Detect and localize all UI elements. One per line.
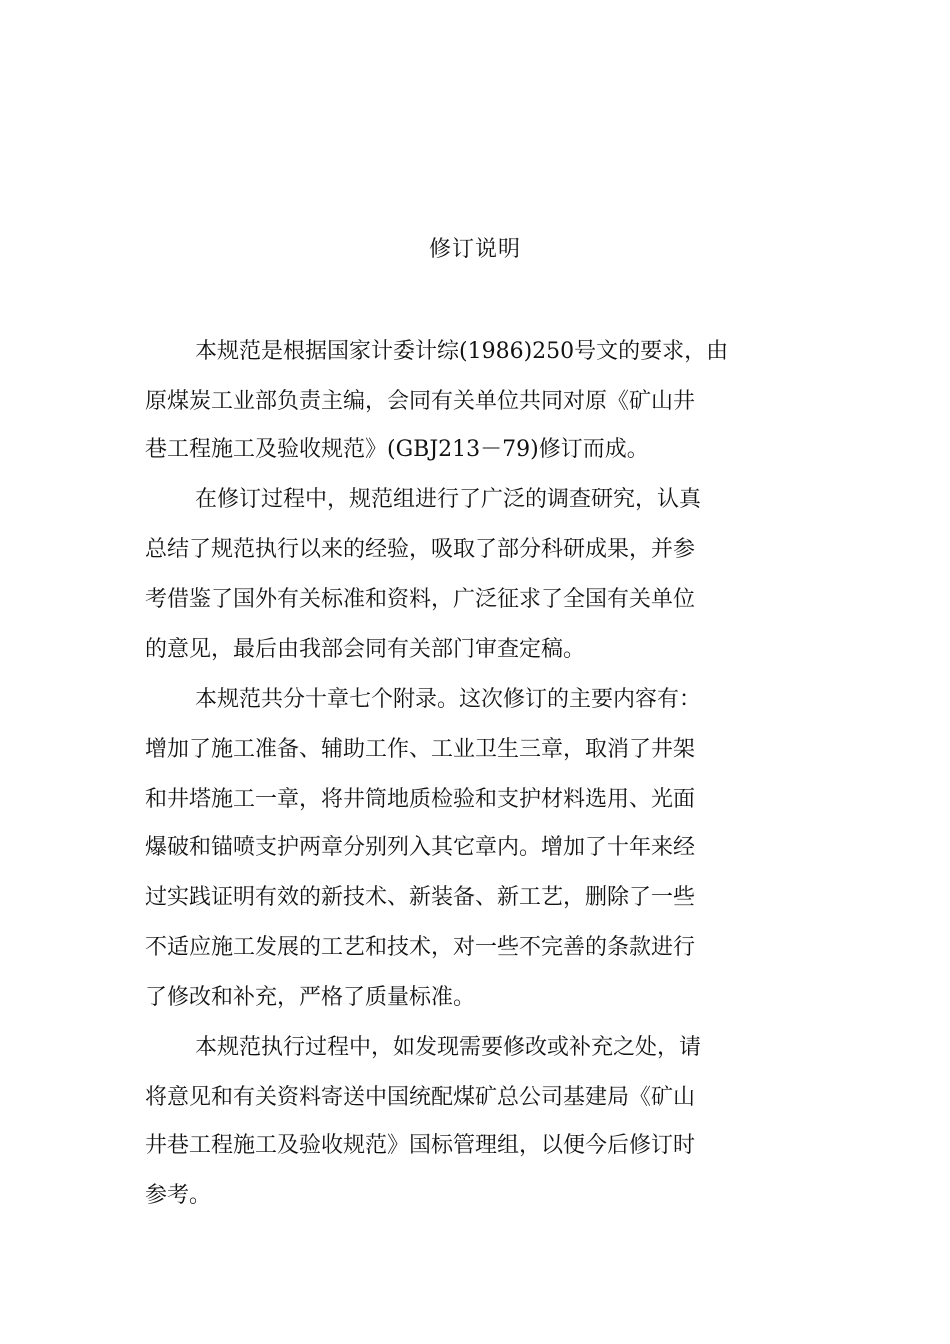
paragraph-3-line-6: 不适应施工发展的工艺和技术，对一些不完善的条款进行: [145, 935, 696, 960]
document-title: 修订说明: [428, 237, 521, 262]
paragraph-3-line-7: 了修改和补充，严格了质量标准。: [145, 985, 476, 1010]
paragraph-4-line-3: 井巷工程施工及验收规范》国标管理组，以便今后修订时: [145, 1133, 696, 1158]
paragraph-3-line-1: 本规范共分十章七个附录。这次修订的主要内容有：: [195, 687, 702, 712]
paragraph-2-line-4: 的意见，最后由我部会同有关部门审查定稿。: [145, 637, 586, 662]
paragraph-3-line-2: 增加了施工准备、辅助工作、工业卫生三章，取消了井架: [145, 737, 696, 762]
paragraph-4-line-4: 参考。: [145, 1183, 212, 1208]
paragraph-2-line-3: 考借鉴了国外有关标准和资料，广泛征求了全国有关单位: [145, 587, 696, 612]
paragraph-3-line-4: 爆破和锚喷支护两章分别列入其它章内。增加了十年来经: [145, 835, 696, 860]
paragraph-1-line-1: 本规范是根据国家计委计综(1986)250号文的要求，由: [195, 339, 729, 364]
paragraph-4-line-2: 将意见和有关资料寄送中国统配煤矿总公司基建局《矿山: [145, 1085, 696, 1110]
paragraph-3-line-3: 和井塔施工一章，将井筒地质检验和支护材料选用、光面: [145, 787, 696, 812]
paragraph-2-line-2: 总结了规范执行以来的经验，吸取了部分科研成果，并参: [145, 537, 696, 562]
paragraph-2-line-1: 在修订过程中，规范组进行了广泛的调查研究，认真: [195, 487, 702, 512]
paragraph-4-line-1: 本规范执行过程中，如发现需要修改或补充之处，请: [195, 1035, 702, 1060]
paragraph-1-line-2: 原煤炭工业部负责主编，会同有关单位共同对原《矿山井: [145, 389, 696, 414]
paragraph-3-line-5: 过实践证明有效的新技术、新装备、新工艺，删除了一些: [145, 885, 696, 910]
paragraph-1-line-3: 巷工程施工及验收规范》(GBJ213－79)修订而成。: [145, 437, 649, 462]
